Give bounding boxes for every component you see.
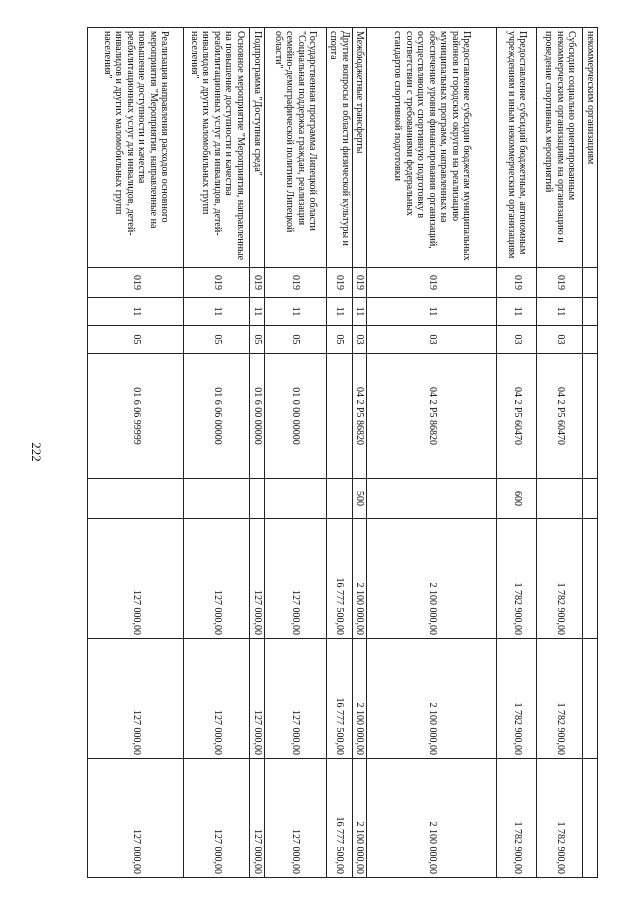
cell-v1: 2 100 000,00 bbox=[353, 519, 368, 639]
cell-gr: 019 bbox=[265, 268, 327, 298]
cell-csr: 04 2 Р5 60470 bbox=[497, 354, 537, 479]
cell-v2: 2 100 000,00 bbox=[367, 639, 497, 759]
cell-gr: 019 bbox=[353, 268, 368, 298]
table-row bbox=[367, 28, 497, 878]
cell-name: Государственная программа Липецкой области "Социальная поддержка граждан, реализация семейно-демографической политики Липецкой области" bbox=[265, 28, 327, 268]
cell-vr: 600 bbox=[497, 479, 537, 519]
budget-table bbox=[88, 27, 599, 878]
table-row bbox=[265, 28, 327, 878]
cell-gr: 019 bbox=[250, 268, 265, 298]
cell-rz: 11 bbox=[497, 298, 537, 326]
cell-v1: 127 000,00 bbox=[265, 519, 327, 639]
cell-v3: 1 782 900,00 bbox=[537, 759, 583, 878]
cell-rz: 11 bbox=[327, 298, 353, 326]
cell-v2: 2 100 000,00 bbox=[353, 639, 368, 759]
cell-gr: 019 bbox=[497, 268, 537, 298]
cell-gr: 019 bbox=[537, 268, 583, 298]
table-row bbox=[327, 28, 353, 878]
cell-v3: 16 777 500,00 bbox=[327, 759, 353, 878]
cell-v3: 2 100 000,00 bbox=[367, 759, 497, 878]
cell-vr bbox=[88, 479, 184, 519]
cell-v1: 2 100 000,00 bbox=[367, 519, 497, 639]
cell-rz: 11 bbox=[88, 298, 184, 326]
cell-v1: 16 777 500,00 bbox=[327, 519, 353, 639]
cell-csr: 04 2 Р5 86820 bbox=[353, 354, 368, 479]
cell-name: Субсидии социально ориентированным некоммерческим организациям на организацию и проведение спортивных мероприятий bbox=[537, 28, 583, 268]
cell-pr: 03 bbox=[537, 326, 583, 354]
cell-name: Реализация направления расходов основного мероприятия "Мероприятия, направленные на повышение доступности и качества реабилитационных услуг для инвалидов, детей-инвалидов и других маломобильных групп населения" bbox=[88, 28, 184, 268]
cell-vr bbox=[367, 479, 497, 519]
cell-csr: 04 2 Р5 60470 bbox=[537, 354, 583, 479]
cell-pr: 05 bbox=[265, 326, 327, 354]
cell-pr: 03 bbox=[353, 326, 368, 354]
cell-rz: 11 bbox=[184, 298, 250, 326]
cell-v1 bbox=[583, 519, 598, 639]
cell-v3: 127 000,00 bbox=[184, 759, 250, 878]
cell-gr: 019 bbox=[88, 268, 184, 298]
cell-name: Подпрограмма "Доступная среда" bbox=[250, 28, 265, 268]
cell-pr: 03 bbox=[497, 326, 537, 354]
table-body bbox=[88, 28, 598, 878]
cell-v1: 1 782 900,00 bbox=[537, 519, 583, 639]
cell-gr: 019 bbox=[367, 268, 497, 298]
cell-rz: 11 bbox=[367, 298, 497, 326]
cell-csr bbox=[327, 354, 353, 479]
cell-v3: 127 000,00 bbox=[265, 759, 327, 878]
cell-pr bbox=[583, 326, 598, 354]
cell-name: Межбюджетные трансферты bbox=[353, 28, 368, 268]
cell-name: Другие вопросы в области физической культуры и спорта bbox=[327, 28, 353, 268]
cell-v2: 1 782 900,00 bbox=[537, 639, 583, 759]
cell-v1: 127 000,00 bbox=[250, 519, 265, 639]
cell-v3 bbox=[583, 759, 598, 878]
cell-v1: 127 000,00 bbox=[184, 519, 250, 639]
cell-name: Предоставление субсидий бюджетным, автономным учреждениям и иным некоммерческим организациям bbox=[497, 28, 537, 268]
cell-name: некоммерческим организациям bbox=[583, 28, 598, 268]
cell-name: Предоставление субсидии бюджетам муниципальных районов и городских округов на реализацию муниципальных программ, направленных на обеспечение уровня финансирования организаций, осуществляющих спортивную подготовку в соответствии с требованиями федеральных стандартов спортивной подготовки bbox=[367, 28, 497, 268]
cell-v3: 127 000,00 bbox=[88, 759, 184, 878]
cell-v2: 127 000,00 bbox=[265, 639, 327, 759]
cell-v2: 16 777 500,00 bbox=[327, 639, 353, 759]
table-row bbox=[497, 28, 537, 878]
cell-v2 bbox=[583, 639, 598, 759]
cell-vr bbox=[184, 479, 250, 519]
cell-csr: 01 0 00 00000 bbox=[265, 354, 327, 479]
cell-vr bbox=[265, 479, 327, 519]
cell-vr bbox=[537, 479, 583, 519]
cell-v2: 127 000,00 bbox=[184, 639, 250, 759]
cell-v2: 127 000,00 bbox=[88, 639, 184, 759]
cell-csr bbox=[583, 354, 598, 479]
cell-v2: 1 782 900,00 bbox=[497, 639, 537, 759]
table-row bbox=[537, 28, 583, 878]
cell-v3: 1 782 900,00 bbox=[497, 759, 537, 878]
cell-csr: 01 6 06 00000 bbox=[184, 354, 250, 479]
table-row bbox=[583, 28, 598, 878]
table-row bbox=[250, 28, 265, 878]
cell-vr: 500 bbox=[353, 479, 368, 519]
cell-pr: 05 bbox=[250, 326, 265, 354]
rotated-table-wrapper bbox=[42, 27, 598, 877]
cell-vr bbox=[583, 479, 598, 519]
cell-vr bbox=[327, 479, 353, 519]
cell-rz: 11 bbox=[250, 298, 265, 326]
cell-pr: 05 bbox=[184, 326, 250, 354]
cell-csr: 01 6 06 99999 bbox=[88, 354, 184, 479]
cell-rz: 11 bbox=[353, 298, 368, 326]
cell-csr: 04 2 Р5 86820 bbox=[367, 354, 497, 479]
cell-rz bbox=[583, 298, 598, 326]
cell-pr: 03 bbox=[367, 326, 497, 354]
cell-v1: 1 782 900,00 bbox=[497, 519, 537, 639]
cell-v2: 127 000,00 bbox=[250, 639, 265, 759]
cell-v3: 2 100 000,00 bbox=[353, 759, 368, 878]
table-row bbox=[184, 28, 250, 878]
cell-gr: 019 bbox=[184, 268, 250, 298]
cell-rz: 11 bbox=[537, 298, 583, 326]
cell-pr: 05 bbox=[327, 326, 353, 354]
cell-vr bbox=[250, 479, 265, 519]
table-row bbox=[353, 28, 368, 878]
cell-pr: 05 bbox=[88, 326, 184, 354]
table-row bbox=[88, 28, 184, 878]
cell-v1: 127 000,00 bbox=[88, 519, 184, 639]
cell-csr: 01 6 00 00000 bbox=[250, 354, 265, 479]
cell-v3: 127 000,00 bbox=[250, 759, 265, 878]
page-number: 222 bbox=[29, 442, 44, 462]
cell-gr: 019 bbox=[327, 268, 353, 298]
cell-rz: 11 bbox=[265, 298, 327, 326]
cell-name: Основное мероприятие "Мероприятия, направленные на повышение доступности и качества реабилитационных услуг для инвалидов, детей-инвалидов и других маломобильных групп населения" bbox=[184, 28, 250, 268]
cell-gr bbox=[583, 268, 598, 298]
